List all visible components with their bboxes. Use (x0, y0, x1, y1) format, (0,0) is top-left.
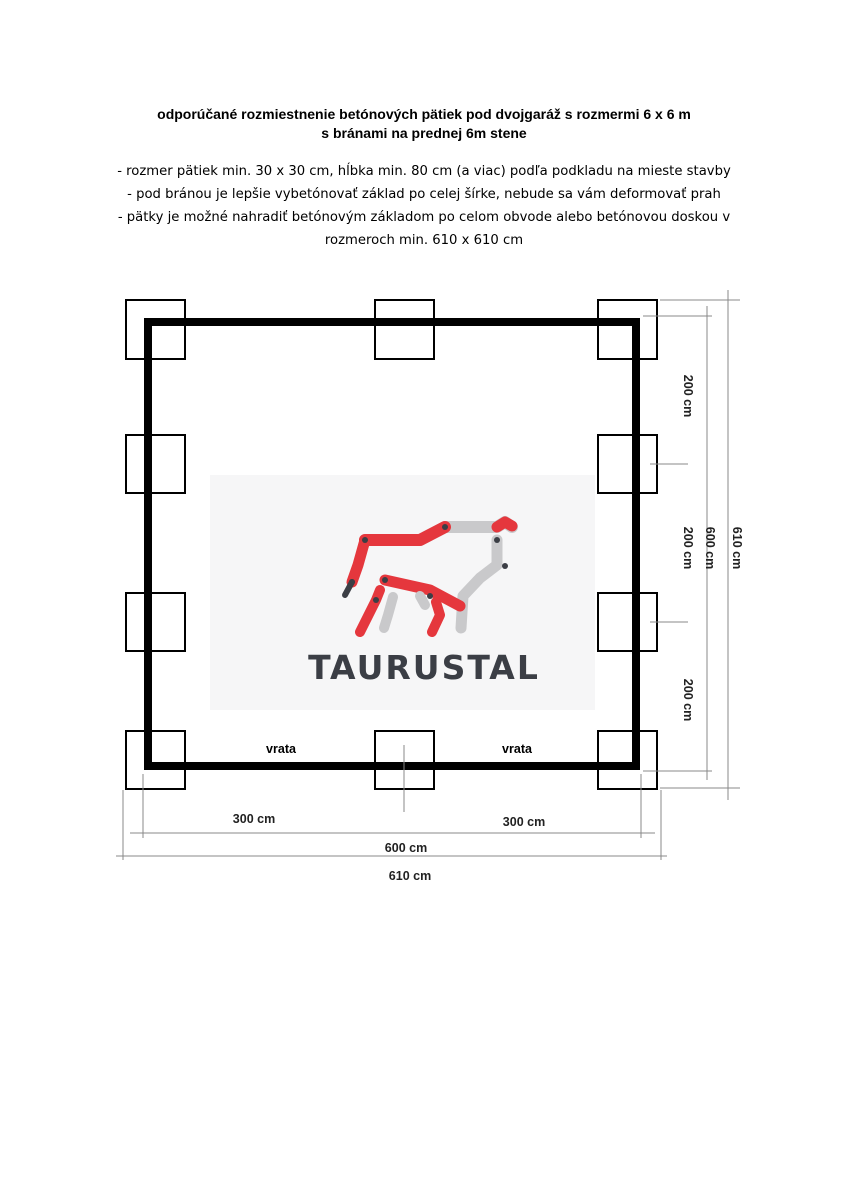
note-line-3: - pätky je možné nahradiť betónovým základom po celom obvode alebo betónovou doskou v (117, 210, 731, 225)
dim-bottom-outer: 610 cm (388, 869, 432, 883)
title-line-1: odporúčané rozmiestnenie betónových pätiek pod dvojgaráž s rozmermi 6 x 6 m (157, 106, 691, 122)
gate-label-right: vrata (502, 742, 532, 756)
footing (375, 300, 434, 359)
note-line-1: - rozmer pätiek min. 30 x 30 cm, hĺbka min. 80 cm (a viac) podľa podkladu na mieste stavby (117, 164, 731, 179)
footing (126, 593, 185, 651)
dim-right-3: 200 cm (681, 678, 695, 722)
title-line-2: s bránami na prednej 6m stene (321, 125, 527, 141)
footing (126, 435, 185, 493)
footing (598, 593, 657, 651)
logo-text: TAURUSTAL (308, 648, 540, 687)
dim-bottom-left: 300 cm (232, 812, 276, 826)
footing (126, 300, 185, 359)
dim-right-inner: 600 cm (703, 526, 717, 570)
dim-right-2: 200 cm (681, 526, 695, 570)
note-line-4: rozmeroch min. 610 x 610 cm (324, 233, 524, 248)
dim-bottom-inner: 600 cm (384, 841, 428, 855)
footing (598, 731, 657, 789)
footing (598, 435, 657, 493)
footing (126, 731, 185, 789)
dim-right-1: 200 cm (681, 374, 695, 418)
footing (598, 300, 657, 359)
note-line-2: - pod bránou je lepšie vybetónovať základ po celej šírke, nebude sa vám deformovať prah (127, 187, 721, 202)
gate-label-left: vrata (266, 742, 296, 756)
dim-right-outer: 610 cm (730, 526, 744, 570)
dim-bottom-right: 300 cm (502, 815, 546, 829)
